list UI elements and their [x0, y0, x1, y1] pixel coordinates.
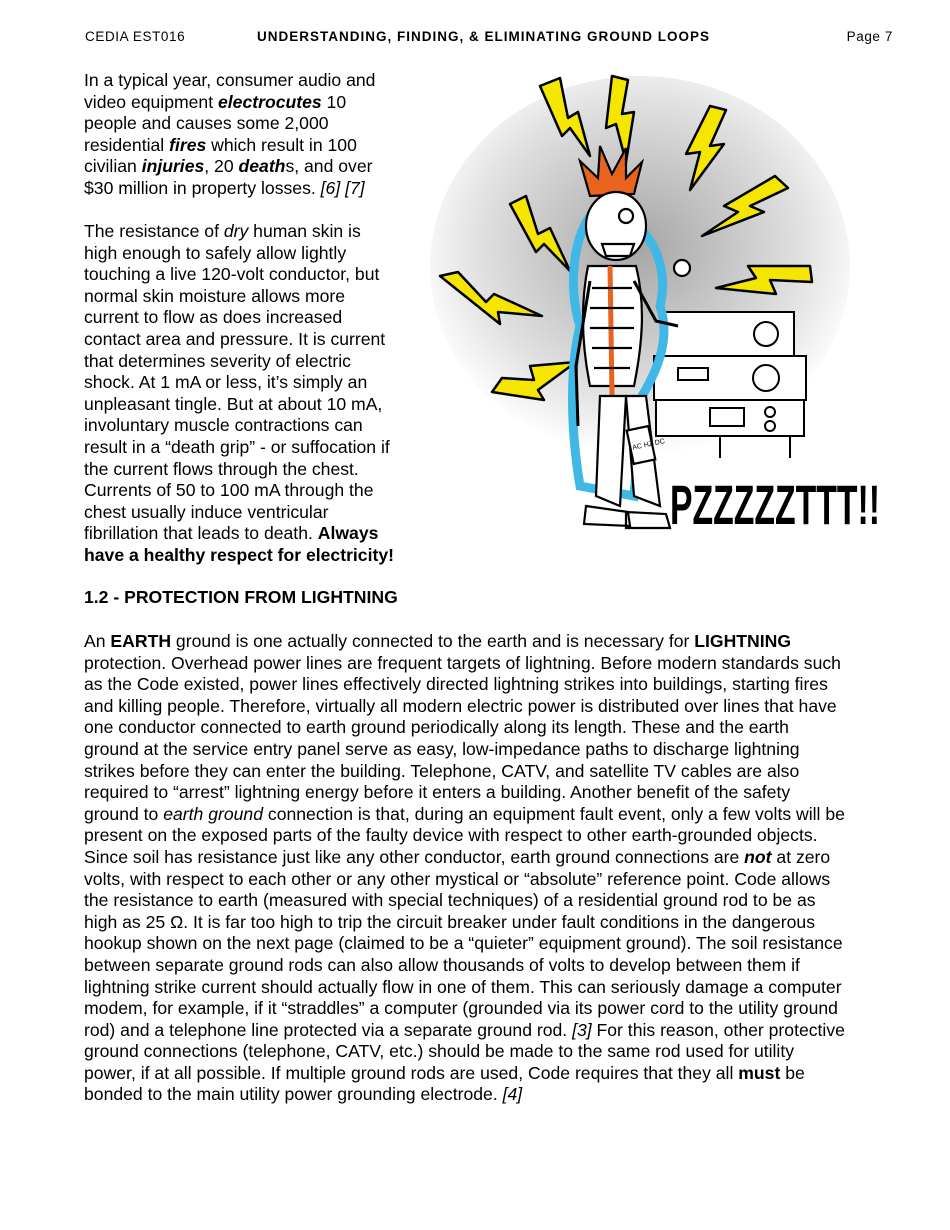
- text-line: [84, 156, 375, 178]
- text-run: earth ground: [163, 803, 264, 824]
- equipment-button-icon: [765, 421, 775, 431]
- text-run: and killing people. Therefore, virtually all modern electric power is distributed over lines that have: [84, 695, 837, 716]
- text-line: [84, 1041, 845, 1063]
- text-run: [4]: [502, 1084, 523, 1105]
- text-run: the resistance to earth (measured with special techniques) of a residential ground rod to be as: [84, 890, 816, 911]
- text-run: dry: [223, 221, 249, 241]
- eye-icon: [674, 260, 690, 276]
- text-line: [84, 631, 845, 653]
- text-run: lightning strike current should actually flow in one of them. This can seriously damage a computer: [84, 976, 842, 997]
- text-line: [84, 221, 394, 243]
- text-run: must: [738, 1062, 781, 1083]
- text-line: [84, 264, 394, 286]
- text-line: [84, 415, 394, 437]
- text-run: The resistance of: [84, 221, 224, 241]
- text-run: hookup shown on the next page (claimed to be a “quieter” equipment ground). The soil resistance: [84, 933, 843, 954]
- text-run: fires: [169, 134, 207, 155]
- equipment-middle-unit: [654, 356, 806, 400]
- text-run: which result in 100: [206, 134, 357, 155]
- text-run: involuntary muscle contractions can: [84, 415, 363, 436]
- text-run: required to “arrest” lightning energy before it enters a building. Another benefit of the safety: [84, 782, 791, 803]
- text-line: [84, 890, 845, 912]
- text-run: injuries: [141, 156, 205, 177]
- text-run: Since soil has resistance just like any other conductor, earth ground connections are: [84, 846, 745, 867]
- text-line: [84, 459, 394, 481]
- text-run: not: [744, 846, 772, 867]
- audio-equipment: [654, 312, 806, 458]
- text-run: s, and over: [285, 156, 373, 177]
- text-line: [84, 804, 845, 826]
- text-run: $30 million in property losses.: [84, 177, 321, 198]
- text-line: [84, 92, 375, 114]
- text-line: [84, 113, 375, 135]
- text-run: In a typical year, consumer audio and: [84, 70, 376, 90]
- text-run: present on the exposed parts of the faulty device with respect to other earth-grounded objects.: [84, 825, 818, 846]
- text-line: [84, 825, 845, 847]
- paragraph-lightning-protection: [84, 631, 845, 1106]
- text-line: [84, 523, 394, 545]
- text-run: ground to: [84, 803, 164, 824]
- text-run: volts, with respect to each other or any other mystical or “absolute” reference point. Code allows: [84, 868, 831, 889]
- text-run: people and causes some 2,000: [84, 113, 329, 134]
- text-run: rod) and a telephone line protected via a separate ground rod.: [84, 1019, 573, 1040]
- text-line: [84, 674, 845, 696]
- text-run: bonded to the main utility power grounding electrode.: [84, 1084, 503, 1105]
- electrocution-illustration: [420, 66, 890, 541]
- text-run: ground is one actually connected to the earth and is necessary for: [171, 631, 695, 651]
- glowing-spine: [610, 266, 612, 396]
- equipment-button-icon: [765, 407, 775, 417]
- header-doc-id: CEDIA EST016: [85, 29, 186, 44]
- text-run: ground at the service entry panel serve as easy, low-impedance paths to discharge lightning: [84, 738, 800, 759]
- text-line: [84, 847, 845, 869]
- header-title: UNDERSTANDING, FINDING, & ELIMINATING GROUND LOOPS: [257, 29, 710, 44]
- equipment-dial-icon: [753, 365, 779, 391]
- text-run: civilian: [84, 156, 142, 177]
- text-line: [84, 480, 394, 502]
- text-line: [84, 717, 845, 739]
- section-heading: 1.2 - PROTECTION FROM LIGHTNING: [84, 587, 398, 607]
- text-run: one conductor connected to earth ground periodically along its length. These and the earth: [84, 717, 789, 738]
- eye-icon: [619, 209, 633, 223]
- equipment-slider-panel: [710, 408, 744, 426]
- text-line: [84, 135, 375, 157]
- text-line: [84, 761, 845, 783]
- text-run: fibrillation that leads to death.: [84, 523, 318, 544]
- text-line: [84, 782, 845, 804]
- text-line: [84, 502, 394, 524]
- text-run: Always: [317, 523, 379, 544]
- text-line: [84, 394, 394, 416]
- text-run: [6] [7]: [320, 177, 365, 198]
- text-run: normal skin moisture allows more: [84, 285, 346, 306]
- text-run: at zero: [771, 846, 831, 867]
- text-run: strikes before they can enter the building. Telephone, CATV, and satellite TV cables are also: [84, 760, 800, 781]
- shoes: [584, 506, 670, 528]
- text-run: [3]: [572, 1019, 592, 1040]
- text-run: result in a “death grip” - or suffocation if: [84, 436, 390, 457]
- text-run: video equipment: [84, 91, 218, 112]
- text-run: have a healthy respect for electricity!: [84, 544, 394, 565]
- text-run: protection. Overhead power lines are frequent targets of lightning. Before modern standards such: [84, 652, 841, 673]
- leg-left: [596, 396, 626, 506]
- text-line: [84, 1084, 845, 1106]
- text-run: residential: [84, 134, 170, 155]
- text-run: An: [84, 631, 111, 651]
- text-line: [84, 307, 394, 329]
- text-run: shock. At 1 mA or less, it’s simply an: [84, 372, 368, 393]
- text-run: that determines severity of electric: [84, 350, 351, 371]
- text-line: [84, 998, 845, 1020]
- text-line: [84, 977, 845, 999]
- note-text: AC HZ DC: [631, 438, 666, 452]
- text-run: death: [238, 156, 286, 177]
- text-run: , 20: [204, 156, 239, 177]
- text-line: [84, 351, 394, 373]
- text-run: LIGHTNING: [694, 631, 792, 651]
- text-line: [84, 545, 394, 567]
- paragraph-consumer-statistics: [84, 70, 375, 200]
- text-run: electrocutes: [218, 91, 322, 112]
- text-run: contact area and pressure. It is current: [84, 328, 386, 349]
- text-line: [84, 178, 375, 200]
- text-run: 10: [321, 91, 347, 112]
- text-line: [84, 912, 845, 934]
- page-header: [85, 29, 893, 47]
- equipment-display: [678, 368, 708, 380]
- text-run: unpleasant tingle. But at about 10 mA,: [84, 393, 383, 414]
- text-line: [84, 739, 845, 761]
- text-run: the current flows through the chest.: [84, 458, 359, 479]
- text-line: [84, 869, 845, 891]
- text-run: EARTH: [110, 631, 172, 651]
- text-line: [84, 70, 375, 92]
- text-run: current to flow as does increased: [84, 307, 343, 328]
- text-run: touching a live 120-volt conductor, but: [84, 264, 380, 285]
- text-line: [84, 1020, 845, 1042]
- text-run: chest usually induce ventricular: [84, 501, 329, 522]
- text-line: [84, 243, 394, 265]
- text-line: [84, 329, 394, 351]
- text-run: connection is that, during an equipment fault event, only a few volts will be: [263, 803, 845, 824]
- header-page-number: Page 7: [846, 29, 893, 44]
- text-run: be: [780, 1062, 805, 1083]
- teeth: [602, 244, 634, 256]
- text-line: [84, 933, 845, 955]
- pzzzzzttt-caption: PZZZZZTTT!!: [670, 473, 880, 536]
- text-run: high enough to safely allow lightly: [84, 242, 347, 263]
- text-line: [84, 955, 845, 977]
- paragraph-skin-resistance: [84, 221, 394, 567]
- text-run: high as 25 Ω. It is far too high to trip the circuit breaker under fault conditions in the dangerous: [84, 911, 816, 932]
- text-line: [84, 372, 394, 394]
- text-run: ground connections (telephone, CATV, etc.) should be made to the same rod used for utility: [84, 1041, 795, 1062]
- text-run: as the Code existed, power lines effectively directed lightning strikes into buildings, starting fires: [84, 674, 828, 695]
- text-line: [84, 696, 845, 718]
- text-run: modem, for example, if it “straddles” a computer (grounded via its power cord to the utility ground: [84, 998, 838, 1019]
- equipment-knob-icon: [754, 322, 778, 346]
- text-run: between separate ground rods can also allow thousands of volts to develop between them if: [84, 954, 800, 975]
- text-line: [84, 653, 845, 675]
- text-run: Currents of 50 to 100 mA through the: [84, 480, 374, 501]
- text-line: [84, 286, 394, 308]
- text-run: For this reason, other protective: [591, 1019, 845, 1040]
- text-run: power, if at all possible. If multiple ground rods are used, Code requires that they all: [84, 1062, 739, 1083]
- text-run: human skin is: [248, 221, 361, 241]
- text-line: [84, 1063, 845, 1085]
- text-line: [84, 437, 394, 459]
